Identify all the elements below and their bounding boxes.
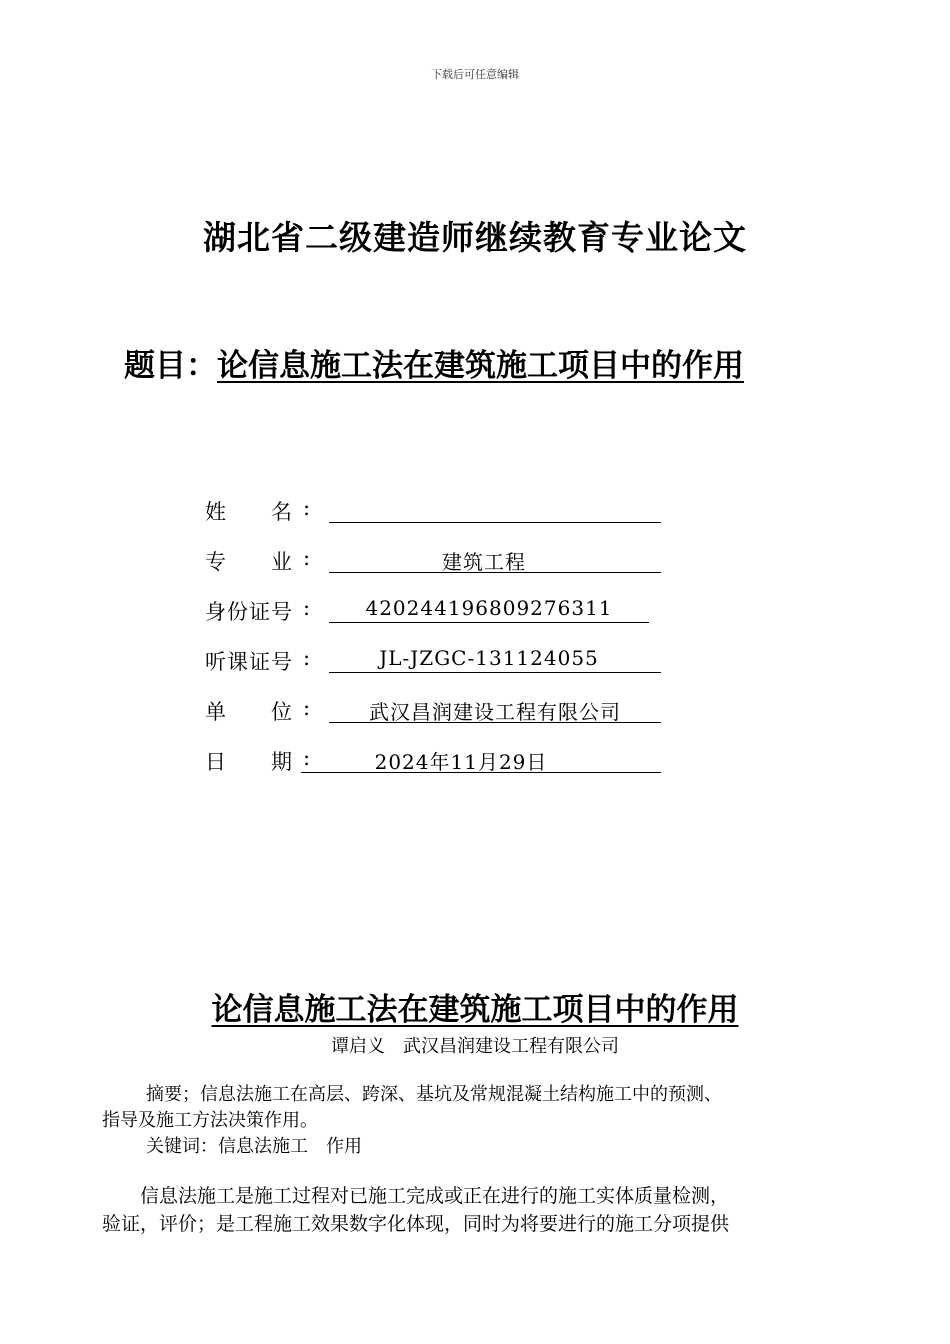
field-name-colon: : <box>303 496 311 520</box>
field-date-colon: : <box>303 746 311 770</box>
field-id-number-label: 身份证号 <box>205 600 293 624</box>
field-id-number-value: 420244196809276311 <box>365 596 613 620</box>
abstract <box>102 1082 872 1134</box>
paper-title <box>0 984 950 1029</box>
author-line: 谭启义 武汉昌润建设工程有限公司 <box>331 1036 619 1057</box>
keywords: 关键词：信息法施工 作用 <box>146 1136 362 1157</box>
abstract-line-1: 摘要；信息法施工在高层、跨深、基坑及常规混凝土结构施工中的预测、 <box>146 1084 722 1105</box>
field-unit-label: 单 位 <box>205 700 293 724</box>
subject-title: 论信息施工法在建筑施工项目中的作用 <box>217 348 744 384</box>
field-course-cert-label: 听课证号 <box>205 650 293 674</box>
field-major-value: 建筑工程 <box>442 550 526 574</box>
field-course-cert-colon: : <box>303 646 311 670</box>
body-paragraph <box>102 1182 862 1238</box>
abstract-line-2: 指导及施工方法决策作用。 <box>102 1110 318 1131</box>
field-major-label: 专 业 <box>205 550 293 574</box>
subject-line <box>124 340 744 385</box>
field-unit-value: 武汉昌润建设工程有限公司 <box>369 700 621 724</box>
body-line-1: 信息法施工是施工过程对已施工完成或正在进行的施工实体质量检测， <box>102 1185 730 1207</box>
main-title: 湖北省二级建造师继续教育专业论文 <box>203 218 747 257</box>
paper-title-text: 论信息施工法在建筑施工项目中的作用 <box>211 992 739 1028</box>
field-name-underline <box>329 522 661 523</box>
field-date-label: 日 期 <box>205 750 293 774</box>
field-unit-colon: : <box>303 696 311 720</box>
header-note: 下载后可任意编辑 <box>431 68 519 81</box>
subject-prefix: 题目： <box>124 348 217 384</box>
field-date-value: 2024年11月29日 <box>374 750 548 774</box>
field-course-cert-value: JL-JZGC-131124055 <box>379 646 599 670</box>
field-major-colon: : <box>303 546 311 570</box>
field-id-number-colon: : <box>303 596 311 620</box>
body-line-2: 验证，评价；是工程施工效果数字化体现，同时为将要进行的施工分项提供 <box>102 1213 730 1235</box>
field-name-label: 姓 名 <box>205 500 293 524</box>
field-id-number-underline <box>329 622 649 623</box>
field-course-cert-underline <box>329 672 661 673</box>
